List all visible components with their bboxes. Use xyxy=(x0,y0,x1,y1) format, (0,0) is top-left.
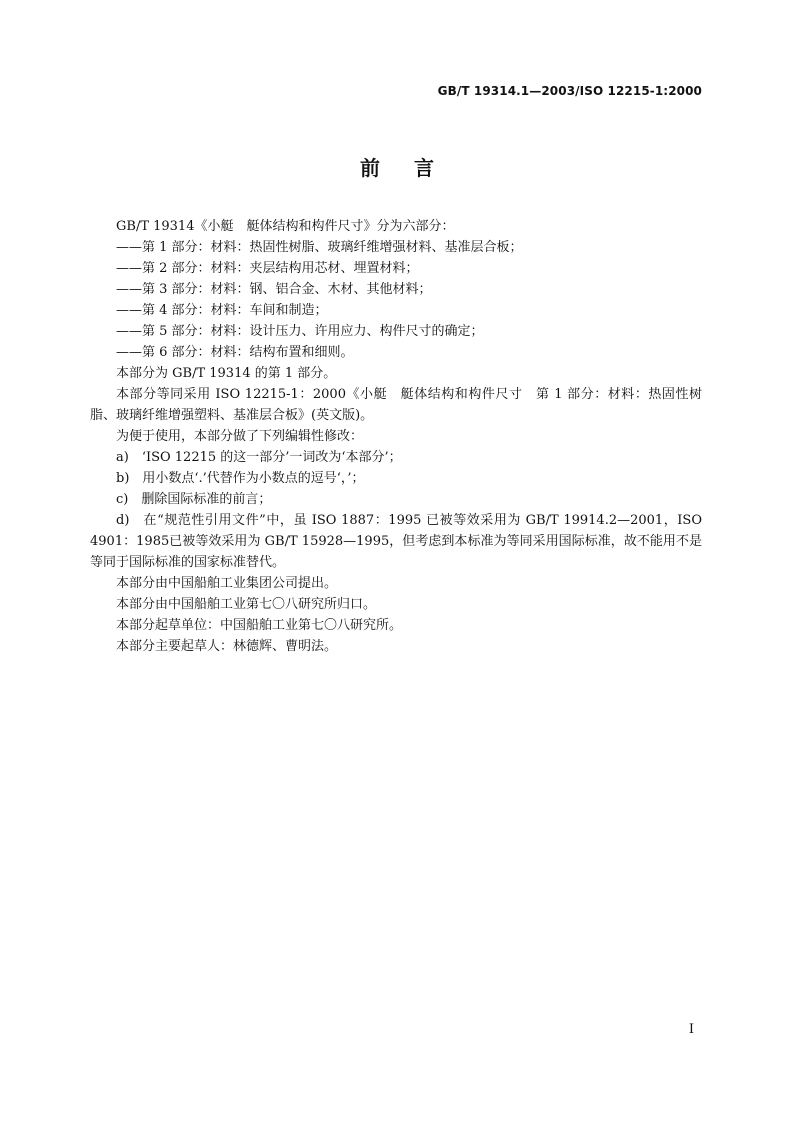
paragraph-adoption: 本部分等同采用 ISO 12215-1：2000《小艇 艇体结构和构件尺寸 第 1 部分：材料：热固性树脂、玻璃纤维增强塑料、基准层合板》(英文版)。 xyxy=(90,387,702,423)
list-item-part-4: ——第 4 部分：材料：车间和制造； xyxy=(116,303,328,318)
paragraph-intro: GB/T 19314《小艇 艇体结构和构件尺寸》分为六部分： xyxy=(116,219,455,234)
page-title: 前言 xyxy=(360,156,468,180)
paragraph-drafting-unit: 本部分起草单位：中国船舶工业第七〇八研究所。 xyxy=(116,618,403,633)
paragraph-drafters: 本部分主要起草人：林德辉、曹明法。 xyxy=(116,639,338,654)
list-item-part-2: ——第 2 部分：材料：夹层结构用芯材、埋置材料； xyxy=(116,261,419,276)
list-item-part-5: ——第 5 部分：材料：设计压力、许用应力、构件尺寸的确定； xyxy=(116,324,484,339)
list-item-edit-d: d) 在“规范性引用文件”中，虽 ISO 1887：1995 已被等效采用为 GB/T 19914.2—2001，ISO 4901：1985已被等效采用为 GB/T 15928—1995，但考虑到本标准为等同采用国际标准，故不能用不是等同于国际标准的国家标准替代。 xyxy=(90,513,702,570)
list-item-edit-a: a) ‘ISO 12215 的这一部分’一词改为‘本部分’； xyxy=(116,450,402,465)
paragraph-edit-intro: 为便于使用，本部分做了下列编辑性修改： xyxy=(116,429,364,444)
list-item-part-3: ——第 3 部分：材料：钢、铝合金、木材、其他材料； xyxy=(116,282,432,297)
paragraph-part-statement: 本部分为 GB/T 19314 的第 1 部分。 xyxy=(116,366,337,381)
list-item-edit-c: c) 删除国际标准的前言； xyxy=(116,492,272,507)
list-item-part-6: ——第 6 部分：材料：结构布置和细则。 xyxy=(116,345,354,360)
document-code-header: GB/T 19314.1—2003/ISO 12215-1:2000 xyxy=(437,84,702,98)
list-item-part-1: ——第 1 部分：材料：热固性树脂、玻璃纤维增强材料、基准层合板； xyxy=(116,240,523,255)
list-item-edit-b: b) 用小数点‘.’代替作为小数点的逗号‘，’； xyxy=(116,471,365,486)
paragraph-proposed-by: 本部分由中国船舶工业集团公司提出。 xyxy=(116,576,338,591)
page-number: I xyxy=(688,1022,694,1037)
paragraph-under-jurisdiction: 本部分由中国船舶工业第七〇八研究所归口。 xyxy=(116,597,377,612)
preface-body xyxy=(90,216,702,657)
